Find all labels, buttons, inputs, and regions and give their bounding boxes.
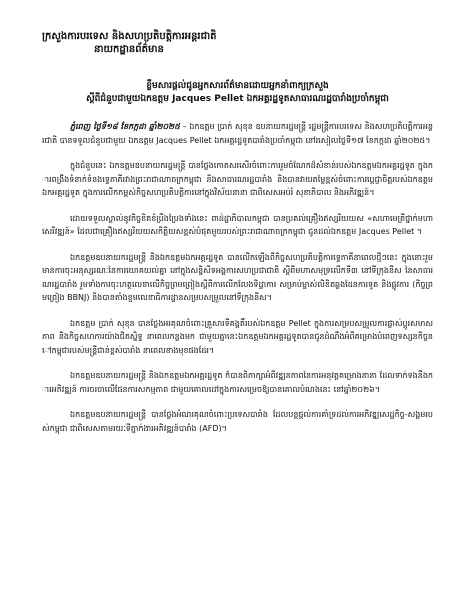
paragraph-6 <box>42 369 433 396</box>
paragraph-6-text: ឯកឧត្តមឧបនាយករដ្ឋមន្ត្រី និងឯកឧត្តមឯកអគ្គរដ្ឋទូត ក៏បានពិភាក្សាអំពីវឌ្ឍនភាពនៃការអនុវត្តគម្រោងនានា ដែលទាក់ទងនឹងការអភិវឌ្ឍន៍ ការចរចាលើផែនការសកម្មភាព ជាមួយគោលដៅក្នុងការសម្រេចឱ្យបានគោលបំណងនេះ នៅឆ្នាំ២០២៦។ <box>42 371 433 394</box>
paragraph-3 <box>42 212 433 239</box>
headline-line-2: ស្តីពីជំនួបជាមួយឯកឧត្តម Jacques Pellet ឯកអគ្គរដ្ឋទូតសាធារណរដ្ឋបារាំងប្រចាំកម្ពុជា <box>86 94 389 104</box>
paragraph-4 <box>42 251 433 305</box>
paragraph-5 <box>42 317 433 358</box>
paragraph-2 <box>42 159 433 200</box>
paragraph-1 <box>42 120 433 147</box>
paragraph-2-text: ក្នុងជំនួបនេះ ឯកឧត្តមឧបនាយករដ្ឋមន្ត្រី បានថ្លែងកោតសរសើរចំពោះការរួមចំណែកដ៏សំខាន់របស់ឯកឧត្តមឯកអគ្គរដ្ឋទូត ក្នុងការពង្រឹងទំនាក់ទំនងទ្វេភាគីរវាងព្រះរាជាណាចក្រកម្ពុជា និងសាធារណរដ្ឋបារាំង និងបានវាយតម្លៃខ្ពស់ចំពោះការប្តេជ្ញាចិត្តរបស់ឯកឧត្តមឯកអគ្គរដ្ឋទូត ក្នុងការលើកកម្ពស់កិច្ចសហប្រតិបត្តិការនៅក្នុងវិស័យនានា ជាពិសេសអប់រំ សុខាភិបាល និងអភិវឌ្ឍន៍។ <box>42 161 433 197</box>
ministry-name: ក្រសួងការបរទេស និងសហប្រតិបត្តិការអន្តរជាតិ <box>42 31 217 42</box>
paragraph-1-text: – ឯកឧត្តម ប្រាក់ សុខុន ឧបនាយករដ្ឋមន្ត្រី រដ្ឋមន្ត្រីការបរទេស និងសហប្រតិបត្តិការអន្តរជាតិ បានទទួលជំនួបជាមួយ ឯកឧត្តម Jacques Pellet ឯកអគ្គរដ្ឋទូតបារាំងប្រចាំកម្ពុជា នៅរសៀលថ្ងៃទី១៧ ខែកក្កដា ឆ្នាំ២០២៥។ <box>42 122 434 145</box>
paragraph-7 <box>42 408 433 435</box>
paragraph-7-text: ឯកឧត្តមឧបនាយករដ្ឋមន្ត្រី បានថ្លែងអំណរគុណចំពោះប្រទេសបារាំង ដែលបន្តផ្តល់ការគាំទ្រដល់ការអភិវឌ្ឍសេដ្ឋកិច្ច-សង្គមរបស់កម្ពុជា ជាពិសេសតាមរយៈទីភ្នាក់ងារអភិវឌ្ឍន៍បារាំង (AFD)។ <box>42 410 433 433</box>
headline-line-1: ខ្លឹមសារផ្តល់ជូនអ្នកសារព័ត៌មានដោយអ្នកនាំពាក្យក្រសួង <box>146 81 329 91</box>
paragraph-4-text: ឯកឧត្តមឧបនាយករដ្ឋមន្ត្រី និងឯកឧត្តមឯកអគ្គរដ្ឋទូត បានលើកឡើងពីកិច្ចសហប្រតិបត្តិការទ្វេភាគីនាពេលថ្មីៗនេះ ក្នុងនោះរួមមានការចុះអនុស្សរណៈនៃការយោគយល់គ្នា នៅក្នុងសន្និសីទអង្គការសហប្រជាជាតិ ស្តីពីមហាសមុទ្រលើកទី៣ នៅទីក្រុងនីស នៃសាធារណរដ្ឋបារាំង រួមទាំងការចុះហត្ថលេខាលើកិច្ចព្រមព្រៀងស្តីពីការលើកលែងទិដ្ឋាការ សម្រាប់ម្ចាស់លិខិតឆ្លងដែនការទូត និងផ្លូវការ (កិច្ចព្រមព្រៀង BBNJ) និងបានតាំងខ្ទមលេខាធិការដ្ឋានសម្របសម្រួលនៅទីក្រុងនីស។ <box>42 252 433 302</box>
paragraph-3-text: ដោយទទួលស្គាល់នូវកិច្ចខិតខំប្រឹងប្រែងទាំងនេះ ពាដ់ដ្ឋាភិបាលកម្ពុជា បានប្រគល់គ្រឿងឥស្សរិយយស «សហាមេត្រីថ្នាក់មហាសេរីវឌ្ឍន៍» ដែលជាគ្រឿងឥស្សរិយយសកិត្តិយសខ្ពស់បំផុតមួយរបស់ព្រះរាជាណាចក្រកម្ពុជា ជូនដល់ឯកឧត្តម Jacques Pellet ។ <box>42 213 433 236</box>
paragraph-5-text: ឯកឧត្តម ប្រាក់ សុខុន បានថ្លែងអរគុណចំពោះគ្រួសារទីគង្គតិ៍របស់ឯកឧត្តម Pellet ក្នុងការសម្របសម្រួលការផ្លាស់ប្តូរសមាសភាព និងកិច្ចសហការយ៉ាងជិតស្និទ្ធ នាពេលកន្លងមក ជាមួយគ្នានេះឯកឧត្តមឯកអគ្គរដ្ឋទូតបានជូនដំណឹងអំពីគម្រោងបំពេញទស្សនកិច្ចនៅកម្ពុជារបស់មន្ត្រីជាន់ខ្ពស់បារាំង នាពេលខាងមុខផងដែរ។ <box>42 318 433 355</box>
headline <box>42 80 433 106</box>
department-name: នាយកដ្ឋានព័ត៌មាន <box>94 44 164 55</box>
dateline: ភ្នំពេញ ថ្ងៃទី១៨ ខែកក្កដា ឆ្នាំ២០២៥ <box>70 122 180 131</box>
